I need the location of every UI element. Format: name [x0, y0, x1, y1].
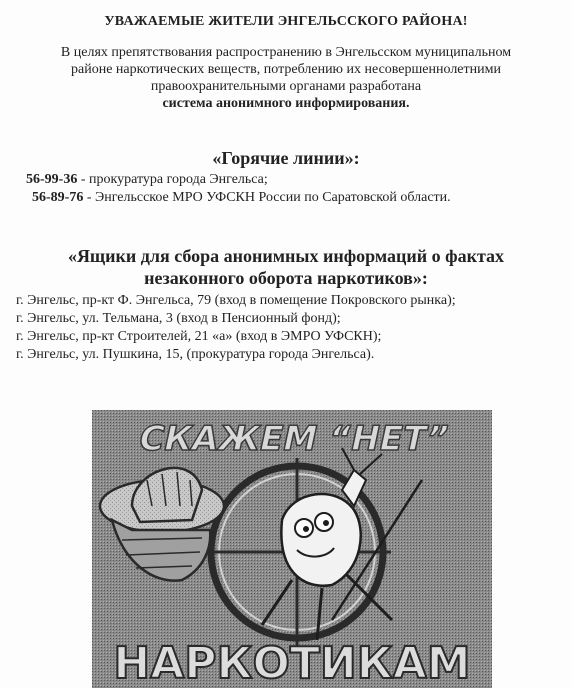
poster-top-text: СКАЖЕМ “НЕТ”	[135, 419, 453, 459]
hotlines-heading: «Горячие линии»:	[212, 148, 360, 168]
boxes-heading	[0, 245, 572, 289]
hotline-item	[26, 172, 268, 188]
anti-drug-poster	[92, 410, 492, 688]
hotline-description: - Энгельсское МРО УФСКН России по Саратовской области.	[83, 190, 451, 205]
hotline-description: - прокуратура города Энгельса;	[77, 172, 268, 187]
intro-line-2: районе наркотических веществ, потреблению их несовершеннолетними	[71, 62, 501, 77]
intro-line-3: правоохранительными органами разработана	[150, 79, 422, 94]
hotline-number: 56-89-76	[32, 190, 84, 205]
address-item: г. Энгельс, ул. Пушкина, 15, (прокуратура города Энгельса).	[16, 347, 375, 362]
poster-bottom-text: НАРКОТИКАМ	[113, 638, 471, 688]
address-item: г. Энгельс, ул. Тельмана, 3 (вход в Пенсионный фонд);	[16, 311, 341, 326]
boxes-heading-line-2: незаконного оборота наркотиков»:	[144, 268, 428, 288]
boxes-heading-line-1: «Ящики для сбора анонимных информаций о фактах	[67, 246, 505, 266]
hotline-number: 56-99-36	[26, 172, 78, 187]
intro-line-1: В целях препятствования распространению в Энгельсском муниципальном	[60, 45, 512, 60]
poster-illustration	[92, 410, 492, 688]
page-title: УВАЖАЕМЫЕ ЖИТЕЛИ ЭНГЕЛЬССКОГО РАЙОНА!	[104, 14, 468, 29]
intro-line-4: система анонимного информирования.	[162, 96, 410, 111]
address-item: г. Энгельс, пр-кт Строителей, 21 «а» (вход в ЭМРО УФСКН);	[16, 329, 382, 344]
intro-paragraph	[12, 44, 560, 112]
address-item: г. Энгельс, пр-кт Ф. Энгельса, 79 (вход в помещение Покровского рынка);	[16, 293, 456, 308]
hotline-item	[32, 190, 451, 206]
